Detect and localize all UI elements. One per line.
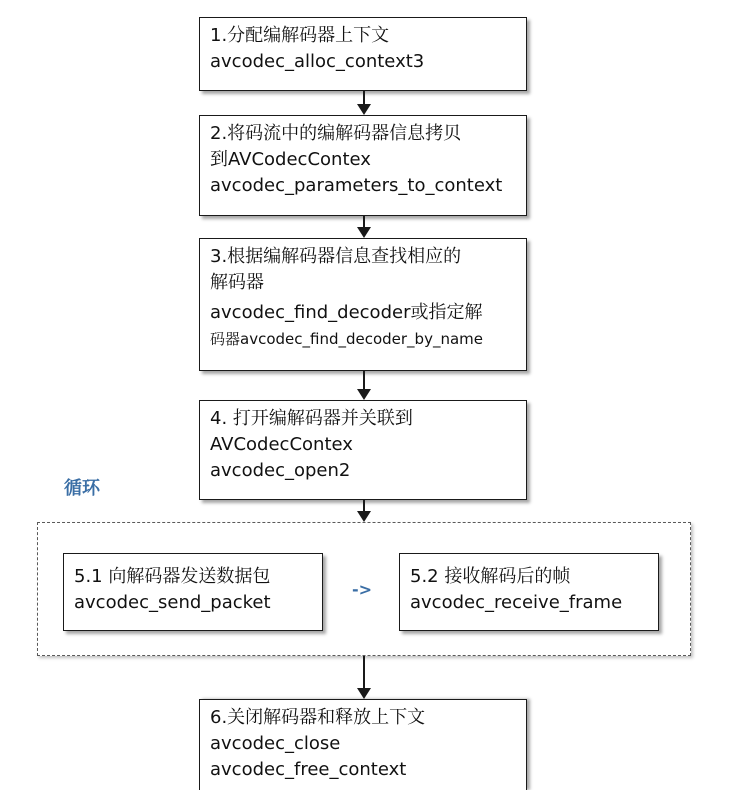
send-to-receive-arrow: -> (352, 580, 373, 599)
step-3-function: avcodec_find_decoder或指定解 (210, 302, 483, 323)
step-4-function: avcodec_open2 (210, 460, 351, 481)
step-5-2-box (399, 553, 659, 631)
arrow-4-to-loop (357, 500, 371, 522)
step-2-title-cont: 到AVCodecContex (210, 149, 371, 170)
step-5-2-title: 5.2 接收解码后的帧 (410, 566, 571, 587)
step-4-box (199, 400, 527, 500)
step-6-box (199, 699, 527, 790)
step-3-title: 3.根据编解码器信息查找相应的 (210, 246, 462, 267)
step-2-function: avcodec_parameters_to_context (210, 175, 503, 196)
step-6-title: 6.关闭解码器和释放上下文 (210, 707, 426, 728)
step-3-title-cont: 解码器 (210, 272, 264, 293)
loop-label: 循环 (64, 478, 100, 499)
arrow-loop-to-6 (357, 656, 371, 699)
step-5-2-function: avcodec_receive_frame (410, 592, 623, 613)
step-6-function-1: avcodec_close (210, 733, 341, 754)
arrow-2-to-3 (357, 216, 371, 238)
step-1-title: 1.分配编解码器上下文 (210, 25, 390, 46)
step-4-title: 4. 打开编解码器并关联到 (210, 408, 413, 429)
arrow-3-to-4 (357, 371, 371, 400)
step-3-function-cont: 码器avcodec_find_decoder_by_name (210, 330, 483, 348)
arrow-1-to-2 (357, 91, 371, 115)
step-3-box (199, 238, 527, 371)
step-2-title: 2.将码流中的编解码器信息拷贝 (210, 123, 462, 144)
step-1-function: avcodec_alloc_context3 (210, 51, 425, 72)
step-6-function-2: avcodec_free_context (210, 759, 407, 780)
step-5-1-title: 5.1 向解码器发送数据包 (74, 566, 271, 587)
step-1-box (199, 17, 527, 91)
step-4-title-cont: AVCodecContex (210, 434, 353, 455)
step-2-box (199, 115, 527, 216)
step-5-1-function: avcodec_send_packet (74, 592, 271, 613)
step-5-1-box (63, 553, 323, 631)
